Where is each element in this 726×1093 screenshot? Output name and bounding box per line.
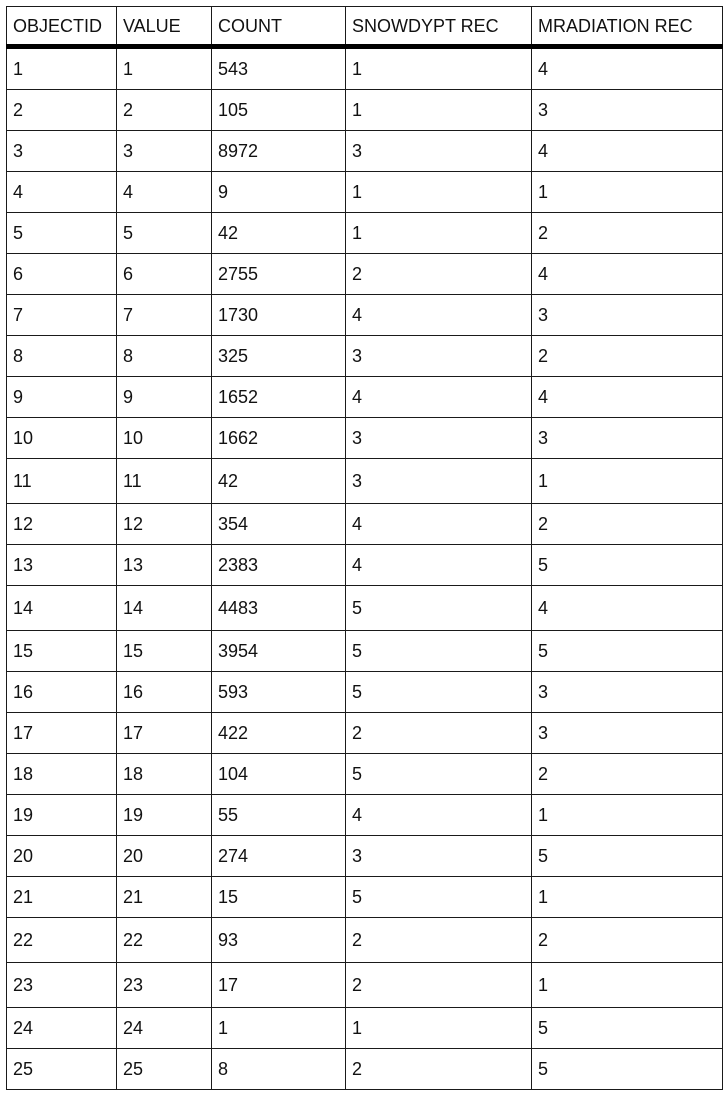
table-header: [7, 7, 723, 47]
objectid-cell: 4: [7, 172, 117, 213]
objectid-cell: 2: [7, 90, 117, 131]
value-cell: 14: [117, 586, 212, 631]
objectid-cell: 22: [7, 918, 117, 963]
snowdypt-rec-cell: 4: [346, 377, 532, 418]
mradiation-rec-cell: 4: [532, 254, 723, 295]
mradiation-rec-cell: 2: [532, 504, 723, 545]
value-cell: 2: [117, 90, 212, 131]
count-cell: 274: [212, 836, 346, 877]
value-cell: 21: [117, 877, 212, 918]
mradiation-rec-cell: 5: [532, 545, 723, 586]
snowdypt-rec-cell: 5: [346, 754, 532, 795]
table-row: [7, 47, 723, 90]
value-cell: 10: [117, 418, 212, 459]
count-cell: 9: [212, 172, 346, 213]
table-row: [7, 418, 723, 459]
table-row: [7, 295, 723, 336]
mradiation-rec-cell: 1: [532, 172, 723, 213]
value-cell: 12: [117, 504, 212, 545]
objectid-cell: 6: [7, 254, 117, 295]
mradiation-rec-cell: 4: [532, 47, 723, 90]
mradiation-rec-cell: 5: [532, 1008, 723, 1049]
mradiation-rec-cell: 5: [532, 1049, 723, 1090]
snowdypt-rec-cell: 4: [346, 795, 532, 836]
mradiation-rec-cell: 1: [532, 877, 723, 918]
count-cell: 105: [212, 90, 346, 131]
value-cell: 22: [117, 918, 212, 963]
objectid-cell: 14: [7, 586, 117, 631]
snowdypt-rec-cell: 4: [346, 504, 532, 545]
value-cell: 9: [117, 377, 212, 418]
value-cell: 20: [117, 836, 212, 877]
value-cell: 3: [117, 131, 212, 172]
table-row: [7, 918, 723, 963]
header-count: COUNT: [212, 7, 346, 47]
mradiation-rec-cell: 2: [532, 213, 723, 254]
objectid-cell: 10: [7, 418, 117, 459]
count-cell: 1730: [212, 295, 346, 336]
value-cell: 17: [117, 713, 212, 754]
table-row: [7, 377, 723, 418]
table-row: [7, 254, 723, 295]
value-cell: 4: [117, 172, 212, 213]
table-row: [7, 459, 723, 504]
table-row: [7, 795, 723, 836]
value-cell: 6: [117, 254, 212, 295]
mradiation-rec-cell: 3: [532, 418, 723, 459]
count-cell: 3954: [212, 631, 346, 672]
table-row: [7, 1049, 723, 1090]
table-row: [7, 90, 723, 131]
table-row: [7, 586, 723, 631]
header-snowdypt-rec: SNOWDYPT REC: [346, 7, 532, 47]
objectid-cell: 7: [7, 295, 117, 336]
table-row: [7, 754, 723, 795]
snowdypt-rec-cell: 5: [346, 672, 532, 713]
objectid-cell: 3: [7, 131, 117, 172]
value-cell: 8: [117, 336, 212, 377]
mradiation-rec-cell: 1: [532, 795, 723, 836]
value-cell: 19: [117, 795, 212, 836]
snowdypt-rec-cell: 2: [346, 1049, 532, 1090]
snowdypt-rec-cell: 2: [346, 918, 532, 963]
count-cell: 543: [212, 47, 346, 90]
table-body: [7, 47, 723, 1090]
count-cell: 42: [212, 459, 346, 504]
table-row: [7, 1008, 723, 1049]
snowdypt-rec-cell: 3: [346, 836, 532, 877]
count-cell: 422: [212, 713, 346, 754]
table-row: [7, 713, 723, 754]
table-row: [7, 172, 723, 213]
mradiation-rec-cell: 2: [532, 754, 723, 795]
count-cell: 42: [212, 213, 346, 254]
mradiation-rec-cell: 4: [532, 131, 723, 172]
snowdypt-rec-cell: 3: [346, 459, 532, 504]
objectid-cell: 21: [7, 877, 117, 918]
count-cell: 2755: [212, 254, 346, 295]
table-row: [7, 963, 723, 1008]
count-cell: 2383: [212, 545, 346, 586]
value-cell: 13: [117, 545, 212, 586]
count-cell: 4483: [212, 586, 346, 631]
mradiation-rec-cell: 4: [532, 377, 723, 418]
objectid-cell: 16: [7, 672, 117, 713]
count-cell: 15: [212, 877, 346, 918]
objectid-cell: 9: [7, 377, 117, 418]
objectid-cell: 19: [7, 795, 117, 836]
count-cell: 93: [212, 918, 346, 963]
value-cell: 7: [117, 295, 212, 336]
mradiation-rec-cell: 3: [532, 672, 723, 713]
header-value: VALUE: [117, 7, 212, 47]
mradiation-rec-cell: 2: [532, 336, 723, 377]
table-row: [7, 213, 723, 254]
value-cell: 15: [117, 631, 212, 672]
snowdypt-rec-cell: 3: [346, 336, 532, 377]
mradiation-rec-cell: 3: [532, 713, 723, 754]
table-row: [7, 131, 723, 172]
objectid-cell: 12: [7, 504, 117, 545]
table-row: [7, 504, 723, 545]
snowdypt-rec-cell: 4: [346, 295, 532, 336]
value-cell: 5: [117, 213, 212, 254]
table-row: [7, 836, 723, 877]
snowdypt-rec-cell: 5: [346, 631, 532, 672]
snowdypt-rec-cell: 2: [346, 713, 532, 754]
snowdypt-rec-cell: 1: [346, 172, 532, 213]
count-cell: 325: [212, 336, 346, 377]
objectid-cell: 1: [7, 47, 117, 90]
snowdypt-rec-cell: 1: [346, 90, 532, 131]
objectid-cell: 24: [7, 1008, 117, 1049]
objectid-cell: 23: [7, 963, 117, 1008]
objectid-cell: 5: [7, 213, 117, 254]
mradiation-rec-cell: 3: [532, 295, 723, 336]
count-cell: 8972: [212, 131, 346, 172]
mradiation-rec-cell: 3: [532, 90, 723, 131]
snowdypt-rec-cell: 3: [346, 131, 532, 172]
header-objectid: OBJECTID: [7, 7, 117, 47]
value-cell: 24: [117, 1008, 212, 1049]
value-cell: 25: [117, 1049, 212, 1090]
mradiation-rec-cell: 5: [532, 631, 723, 672]
table-row: [7, 672, 723, 713]
count-cell: 55: [212, 795, 346, 836]
snowdypt-rec-cell: 3: [346, 418, 532, 459]
count-cell: 1662: [212, 418, 346, 459]
mradiation-rec-cell: 4: [532, 586, 723, 631]
objectid-cell: 20: [7, 836, 117, 877]
count-cell: 354: [212, 504, 346, 545]
snowdypt-rec-cell: 1: [346, 1008, 532, 1049]
table-row: [7, 877, 723, 918]
count-cell: 1652: [212, 377, 346, 418]
objectid-cell: 15: [7, 631, 117, 672]
objectid-cell: 17: [7, 713, 117, 754]
header-mradiation-rec: MRADIATION REC: [532, 7, 723, 47]
mradiation-rec-cell: 1: [532, 963, 723, 1008]
value-cell: 1: [117, 47, 212, 90]
value-cell: 23: [117, 963, 212, 1008]
table-row: [7, 336, 723, 377]
snowdypt-rec-cell: 2: [346, 254, 532, 295]
mradiation-rec-cell: 5: [532, 836, 723, 877]
value-cell: 16: [117, 672, 212, 713]
mradiation-rec-cell: 1: [532, 459, 723, 504]
count-cell: 1: [212, 1008, 346, 1049]
snowdypt-rec-cell: 2: [346, 963, 532, 1008]
count-cell: 17: [212, 963, 346, 1008]
snowdypt-rec-cell: 1: [346, 47, 532, 90]
table-row: [7, 545, 723, 586]
snowdypt-rec-cell: 1: [346, 213, 532, 254]
objectid-cell: 18: [7, 754, 117, 795]
count-cell: 104: [212, 754, 346, 795]
count-cell: 8: [212, 1049, 346, 1090]
snowdypt-rec-cell: 4: [346, 545, 532, 586]
mradiation-rec-cell: 2: [532, 918, 723, 963]
table-row: [7, 631, 723, 672]
count-cell: 593: [212, 672, 346, 713]
snowdypt-rec-cell: 5: [346, 586, 532, 631]
header-row: [7, 7, 723, 47]
objectid-cell: 13: [7, 545, 117, 586]
objectid-cell: 25: [7, 1049, 117, 1090]
value-cell: 18: [117, 754, 212, 795]
value-cell: 11: [117, 459, 212, 504]
objectid-cell: 8: [7, 336, 117, 377]
snowdypt-rec-cell: 5: [346, 877, 532, 918]
objectid-cell: 11: [7, 459, 117, 504]
attribute-table: [6, 6, 723, 1090]
